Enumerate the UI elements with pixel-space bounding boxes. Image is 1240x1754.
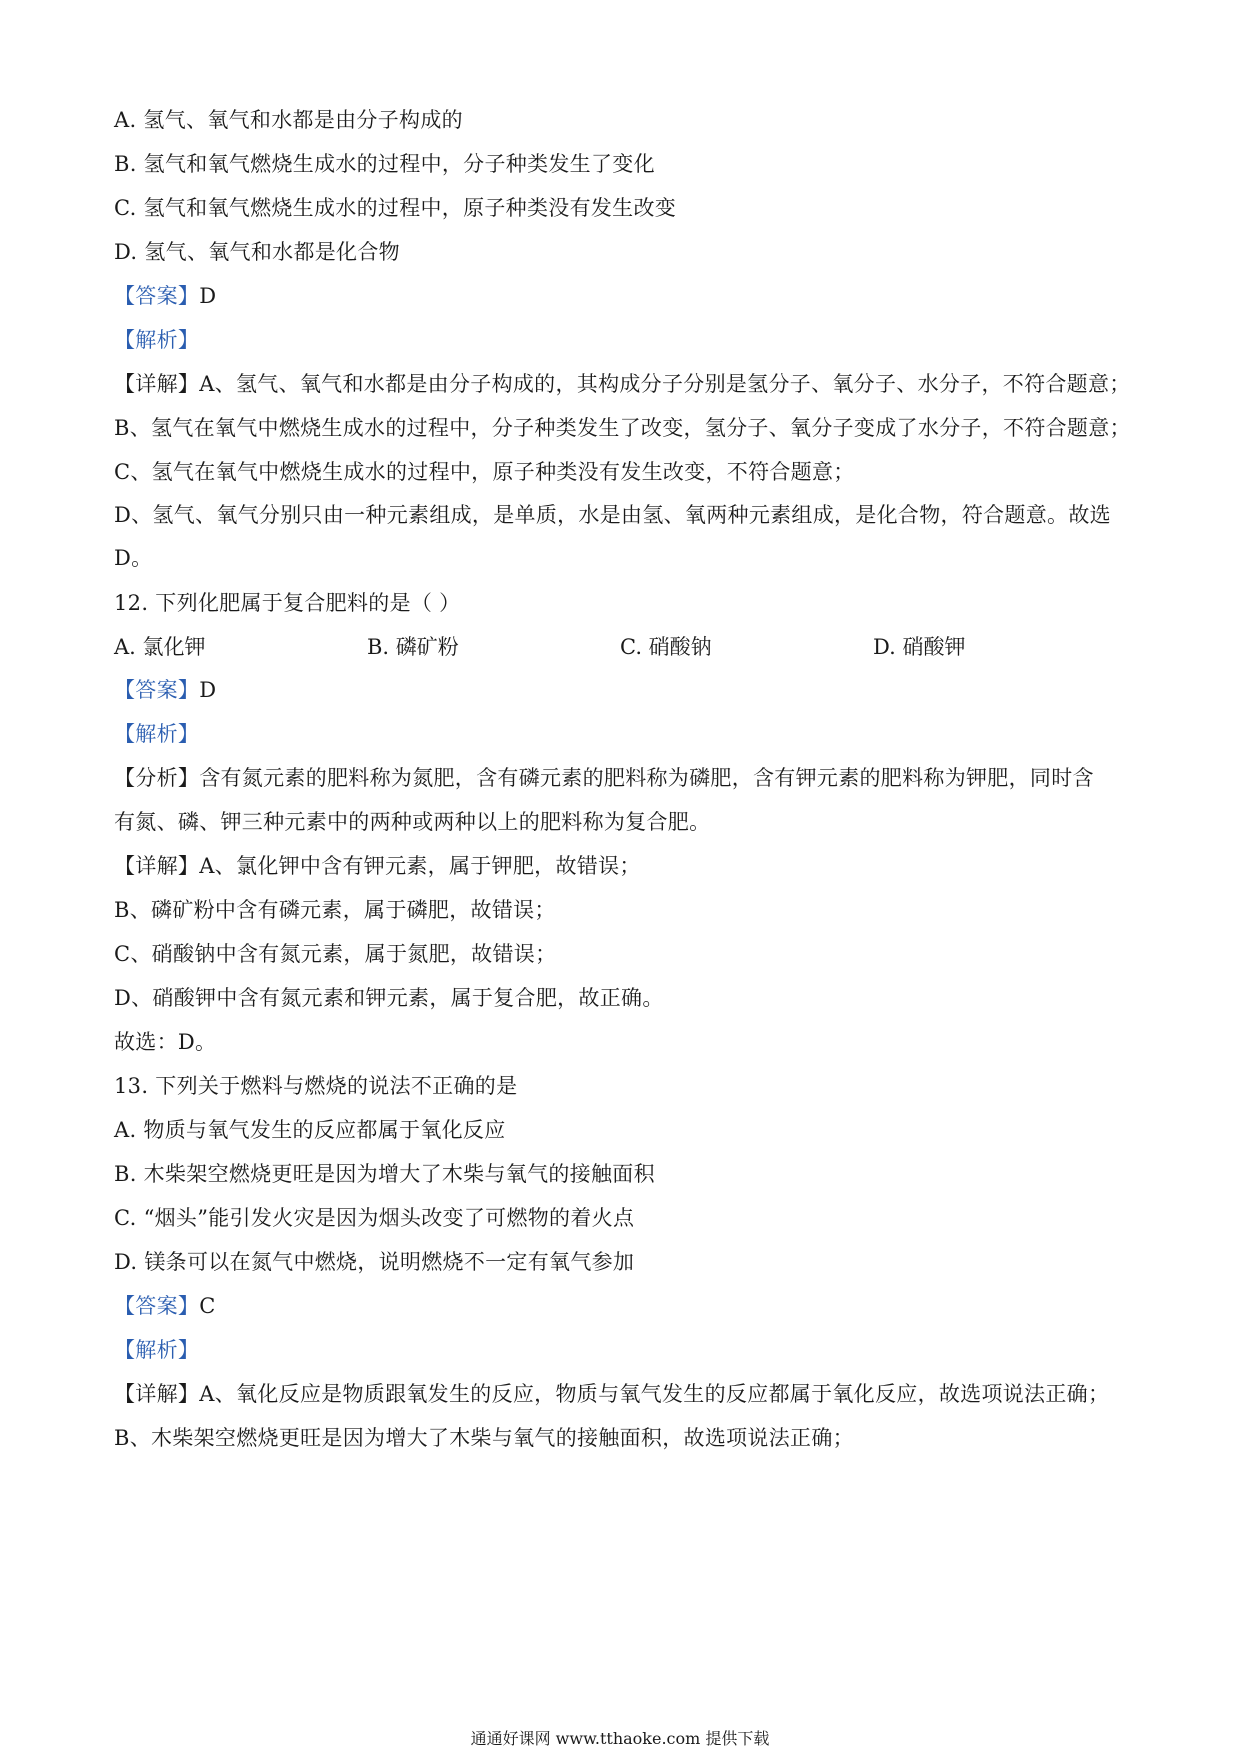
answer-value: D	[199, 284, 217, 308]
q11-detail-line-3: C、氢气在氧气中燃烧生成水的过程中，原子种类没有发生改变，不符合题意；	[114, 460, 855, 484]
detail-tag: 【详解】	[114, 1382, 200, 1406]
q11-detail-line-5: D。	[114, 546, 153, 570]
q11-detail-line-2: B、氢气在氧气中燃烧生成水的过程中，分子种类发生了改变，氢分子、氧分子变成了水分子，不符合题意；	[114, 416, 1131, 440]
q12-detail-line-3: C、硝酸钠中含有氮元素，属于氮肥，故错误；	[114, 942, 557, 966]
q11-option-c: C. 氢气和氧气燃烧生成水的过程中，原子种类没有发生改变	[114, 196, 677, 220]
fenxi-text: 含有氮元素的肥料称为氮肥，含有磷元素的肥料称为磷肥，含有钾元素的肥料称为钾肥，同时含	[199, 766, 1094, 790]
q12-analysis-heading	[114, 720, 199, 748]
q11-analysis-heading	[114, 326, 199, 354]
answer-value: C	[199, 1294, 216, 1318]
answer-tag: 【答案】	[114, 284, 200, 308]
q12-option-b: B. 磷矿粉	[367, 635, 459, 659]
q13-option-c: C. “烟头”能引发火灾是因为烟头改变了可燃物的着火点	[114, 1206, 635, 1230]
detail-tag: 【详解】	[114, 854, 200, 878]
q12-detail-line-2: B、磷矿粉中含有磷元素，属于磷肥，故错误；	[114, 898, 556, 922]
detail-tag: 【详解】	[114, 372, 200, 396]
q11-detail-line-1	[114, 370, 1131, 398]
q12-question: 12. 下列化肥属于复合肥料的是（ ）	[114, 591, 461, 615]
q13-question: 13. 下列关于燃料与燃烧的说法不正确的是	[114, 1074, 518, 1098]
q13-analysis-heading	[114, 1336, 199, 1364]
q13-detail-line-2: B、木柴架空燃烧更旺是因为增大了木柴与氧气的接触面积，故选项说法正确；	[114, 1426, 854, 1450]
q12-detail-line-1	[114, 852, 641, 880]
q12-option-c: C. 硝酸钠	[620, 635, 712, 659]
q12-answer	[114, 676, 216, 704]
q13-option-a: A. 物质与氧气发生的反应都属于氧化反应	[114, 1118, 506, 1142]
detail-text: A、氯化钾中含有钾元素，属于钾肥，故错误；	[199, 854, 641, 878]
q12-fenxi-line-2: 有氮、磷、钾三种元素中的两种或两种以上的肥料称为复合肥。	[114, 810, 711, 834]
answer-tag: 【答案】	[114, 678, 200, 702]
answer-value: D	[199, 678, 217, 702]
q11-answer	[114, 282, 216, 310]
q12-option-a: A. 氯化钾	[114, 635, 206, 659]
q13-detail-line-1	[114, 1380, 1109, 1408]
detail-text: A、氢气、氧气和水都是由分子构成的，其构成分子分别是氢分子、氧分子、水分子，不符合题意；	[199, 372, 1131, 396]
analysis-tag: 【解析】	[114, 1338, 200, 1362]
q11-option-d: D. 氢气、氧气和水都是化合物	[114, 240, 400, 264]
q13-option-b: B. 木柴架空燃烧更旺是因为增大了木柴与氧气的接触面积	[114, 1162, 655, 1186]
q11-option-b: B. 氢气和氧气燃烧生成水的过程中，分子种类发生了变化	[114, 152, 655, 176]
q12-detail-line-4: D、硝酸钾中含有氮元素和钾元素，属于复合肥，故正确。	[114, 986, 664, 1010]
q11-detail-line-4: D、氢气、氧气分别只由一种元素组成，是单质，水是由氢、氧两种元素组成，是化合物，符合题意。故选	[114, 503, 1111, 527]
analysis-tag: 【解析】	[114, 722, 200, 746]
q12-fenxi-line-1	[114, 764, 1094, 792]
detail-text: A、氧化反应是物质跟氧发生的反应，物质与氧气发生的反应都属于氧化反应，故选项说法正确；	[199, 1382, 1110, 1406]
q12-conclusion: 故选：D。	[114, 1030, 217, 1054]
page-footer: 通通好课网 www.tthaoke.com 提供下载	[470, 1729, 770, 1748]
q11-option-a: A. 氢气、氧气和水都是由分子构成的	[114, 108, 463, 132]
q12-option-d: D. 硝酸钾	[873, 635, 966, 659]
fenxi-tag: 【分析】	[114, 766, 200, 790]
q13-option-d: D. 镁条可以在氮气中燃烧，说明燃烧不一定有氧气参加	[114, 1250, 635, 1274]
q13-answer	[114, 1292, 216, 1320]
answer-tag: 【答案】	[114, 1294, 200, 1318]
analysis-tag: 【解析】	[114, 328, 200, 352]
